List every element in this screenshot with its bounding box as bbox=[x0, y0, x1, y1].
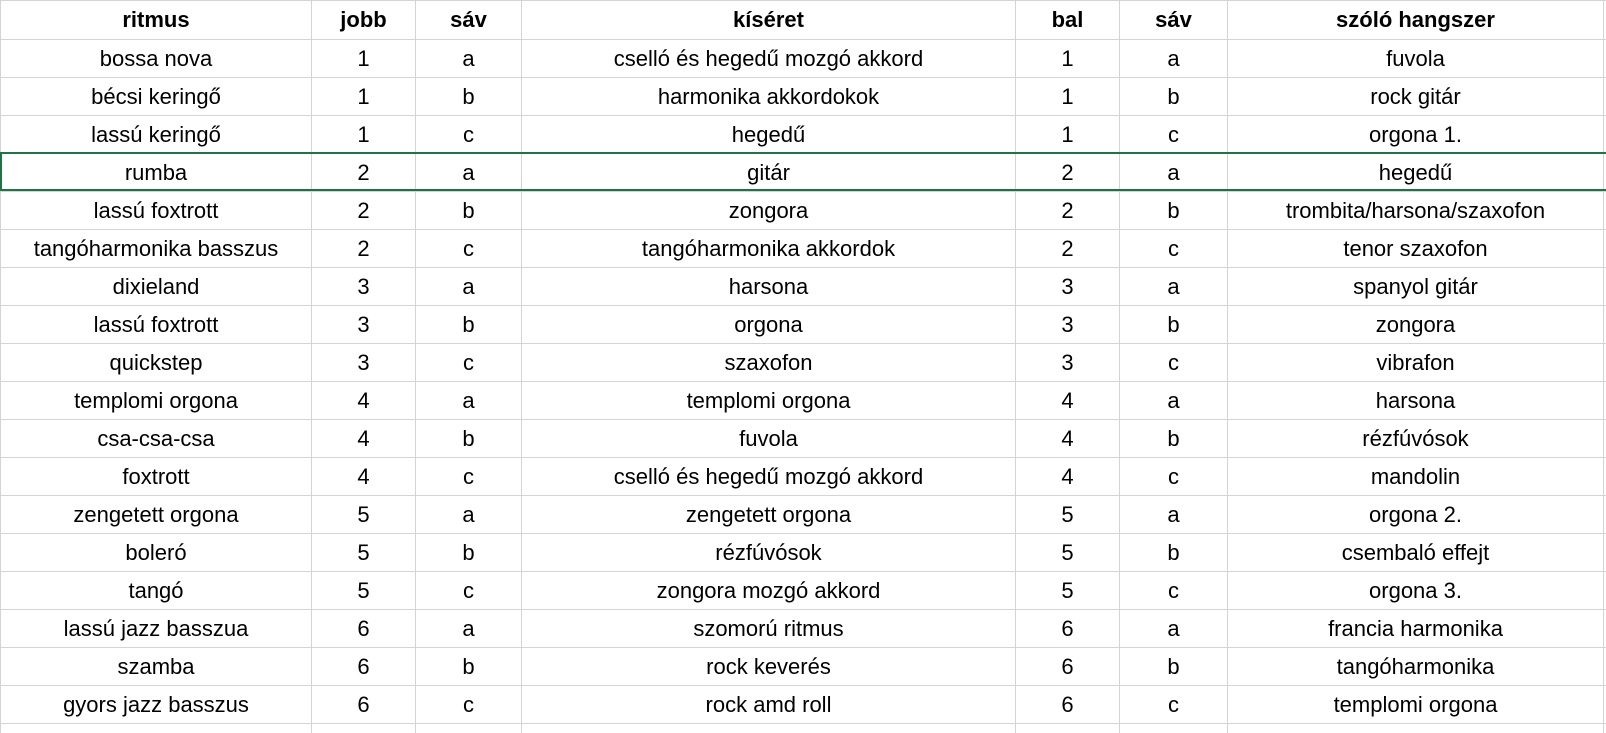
table-row bbox=[1, 40, 1606, 78]
cell-ritmus[interactable]: gyors jazz basszus bbox=[1, 686, 312, 724]
cell-ritmus[interactable]: lassú foxtrott bbox=[1, 306, 312, 344]
cell-sav-left[interactable]: b bbox=[1120, 648, 1228, 686]
cell-bal[interactable]: 1 bbox=[1016, 40, 1120, 78]
cell-bal[interactable]: 3 bbox=[1016, 268, 1120, 306]
cell-kiseret[interactable]: zongora bbox=[522, 192, 1016, 230]
cell-kiseret[interactable]: cselló és hegedű mozgó akkord bbox=[522, 40, 1016, 78]
header-cell-sav-left[interactable]: sáv bbox=[1120, 1, 1228, 40]
cell-ritmus[interactable]: dixieland bbox=[1, 268, 312, 306]
cell-sav-left[interactable]: b bbox=[1120, 306, 1228, 344]
cell-kiseret[interactable]: tangóharmonika akkordok bbox=[522, 230, 1016, 268]
cell-ritmus[interactable]: lassú foxtrott bbox=[1, 192, 312, 230]
cell-bal[interactable]: 3 bbox=[1016, 344, 1120, 382]
cell-ritmus[interactable]: foxtrott bbox=[1, 458, 312, 496]
empty-cell[interactable] bbox=[1, 724, 312, 733]
cell-jobb[interactable]: 5 bbox=[312, 496, 416, 534]
cell-jobb[interactable]: 3 bbox=[312, 268, 416, 306]
cell-sav-right[interactable]: b bbox=[416, 306, 522, 344]
header-cell-jobb[interactable]: jobb bbox=[312, 1, 416, 40]
header-cell-kiseret[interactable]: kíséret bbox=[522, 1, 1016, 40]
cell-sav-left[interactable]: a bbox=[1120, 610, 1228, 648]
cell-szolo-hangszer[interactable]: fuvola bbox=[1228, 40, 1604, 78]
cell-ritmus[interactable]: boleró bbox=[1, 534, 312, 572]
cell-sav-right[interactable]: b bbox=[416, 192, 522, 230]
cell-kiseret[interactable]: zongora mozgó akkord bbox=[522, 572, 1016, 610]
cell-szolo-hangszer[interactable]: zongora bbox=[1228, 306, 1604, 344]
cell-sav-left[interactable]: c bbox=[1120, 116, 1228, 154]
cell-sav-right[interactable]: b bbox=[416, 648, 522, 686]
cell-sav-right[interactable]: c bbox=[416, 344, 522, 382]
cell-kiseret[interactable]: fuvola bbox=[522, 420, 1016, 458]
cell-sav-right[interactable]: c bbox=[416, 116, 522, 154]
table-row bbox=[1, 78, 1606, 116]
cell-bal[interactable]: 4 bbox=[1016, 382, 1120, 420]
cell-szolo-hangszer[interactable]: hegedű bbox=[1228, 154, 1604, 192]
cell-jobb[interactable]: 1 bbox=[312, 78, 416, 116]
cell-kiseret[interactable]: harsona bbox=[522, 268, 1016, 306]
cell-sav-right[interactable]: c bbox=[416, 572, 522, 610]
table-row bbox=[1, 496, 1606, 534]
cell-sav-left[interactable]: b bbox=[1120, 192, 1228, 230]
cell-ritmus[interactable]: tangóharmonika basszus bbox=[1, 230, 312, 268]
cell-sav-left[interactable]: a bbox=[1120, 382, 1228, 420]
cell-bal[interactable]: 2 bbox=[1016, 192, 1120, 230]
empty-cell[interactable] bbox=[416, 724, 522, 733]
cell-kiseret[interactable]: harmonika akkordokok bbox=[522, 78, 1016, 116]
table-row bbox=[1, 268, 1606, 306]
cell-szolo-hangszer[interactable]: mandolin bbox=[1228, 458, 1604, 496]
cell-sav-left[interactable]: b bbox=[1120, 78, 1228, 116]
cell-sav-left[interactable]: c bbox=[1120, 572, 1228, 610]
cell-bal[interactable]: 1 bbox=[1016, 78, 1120, 116]
cell-sav-left[interactable]: c bbox=[1120, 230, 1228, 268]
cell-sav-left[interactable]: c bbox=[1120, 686, 1228, 724]
cell-sav-left[interactable]: a bbox=[1120, 268, 1228, 306]
cell-jobb[interactable]: 2 bbox=[312, 230, 416, 268]
cell-szolo-hangszer[interactable]: vibrafon bbox=[1228, 344, 1604, 382]
cell-jobb[interactable]: 4 bbox=[312, 458, 416, 496]
cell-jobb[interactable]: 4 bbox=[312, 420, 416, 458]
cell-ritmus[interactable]: tangó bbox=[1, 572, 312, 610]
cell-ritmus[interactable]: lassú keringő bbox=[1, 116, 312, 154]
cell-sav-left[interactable]: b bbox=[1120, 534, 1228, 572]
cell-szolo-hangszer[interactable]: templomi orgona bbox=[1228, 686, 1604, 724]
cell-ritmus[interactable]: templomi orgona bbox=[1, 382, 312, 420]
cell-sav-right[interactable]: c bbox=[416, 458, 522, 496]
table-row bbox=[1, 306, 1606, 344]
cell-jobb[interactable]: 5 bbox=[312, 534, 416, 572]
cell-bal[interactable]: 4 bbox=[1016, 458, 1120, 496]
cell-bal[interactable]: 1 bbox=[1016, 116, 1120, 154]
cell-jobb[interactable]: 3 bbox=[312, 306, 416, 344]
cell-szolo-hangszer[interactable]: tangóharmonika bbox=[1228, 648, 1604, 686]
table-row bbox=[1, 344, 1606, 382]
cell-sav-left[interactable]: a bbox=[1120, 40, 1228, 78]
cell-szolo-hangszer[interactable]: francia harmonika bbox=[1228, 610, 1604, 648]
cell-sav-left[interactable]: a bbox=[1120, 496, 1228, 534]
empty-cell[interactable] bbox=[1228, 724, 1604, 733]
cell-szolo-hangszer[interactable]: harsona bbox=[1228, 382, 1604, 420]
table-row bbox=[1, 686, 1606, 724]
empty-cell[interactable] bbox=[1016, 724, 1120, 733]
cell-sav-left[interactable]: c bbox=[1120, 458, 1228, 496]
cell-sav-left[interactable]: a bbox=[1120, 154, 1228, 192]
header-cell-szolo-hangszer[interactable]: szóló hangszer bbox=[1228, 1, 1604, 40]
cell-jobb[interactable]: 5 bbox=[312, 572, 416, 610]
cell-jobb[interactable]: 1 bbox=[312, 116, 416, 154]
cell-sav-right[interactable]: b bbox=[416, 78, 522, 116]
table-row bbox=[1, 610, 1606, 648]
cell-bal[interactable]: 5 bbox=[1016, 572, 1120, 610]
cell-bal[interactable]: 6 bbox=[1016, 648, 1120, 686]
cell-bal[interactable]: 6 bbox=[1016, 610, 1120, 648]
cell-bal[interactable]: 5 bbox=[1016, 496, 1120, 534]
cell-sav-left[interactable]: c bbox=[1120, 344, 1228, 382]
cell-jobb[interactable]: 2 bbox=[312, 192, 416, 230]
cell-ritmus[interactable]: bécsi keringő bbox=[1, 78, 312, 116]
table-row bbox=[1, 458, 1606, 496]
cell-kiseret[interactable]: cselló és hegedű mozgó akkord bbox=[522, 458, 1016, 496]
table-row bbox=[1, 382, 1606, 420]
cell-kiseret[interactable]: orgona bbox=[522, 306, 1016, 344]
cell-szolo-hangszer[interactable]: rock gitár bbox=[1228, 78, 1604, 116]
cell-szolo-hangszer[interactable]: orgona 3. bbox=[1228, 572, 1604, 610]
cell-szolo-hangszer[interactable]: orgona 2. bbox=[1228, 496, 1604, 534]
cell-sav-right[interactable]: c bbox=[416, 230, 522, 268]
header-row bbox=[1, 1, 1606, 40]
empty-cell[interactable] bbox=[1120, 724, 1228, 733]
cell-sav-right[interactable]: a bbox=[416, 496, 522, 534]
cell-kiseret[interactable]: templomi orgona bbox=[522, 382, 1016, 420]
cell-sav-right[interactable]: b bbox=[416, 420, 522, 458]
cell-jobb[interactable]: 3 bbox=[312, 344, 416, 382]
cell-ritmus[interactable]: szamba bbox=[1, 648, 312, 686]
cell-ritmus[interactable]: csa-csa-csa bbox=[1, 420, 312, 458]
cell-jobb[interactable]: 6 bbox=[312, 610, 416, 648]
cell-bal[interactable]: 2 bbox=[1016, 230, 1120, 268]
cell-ritmus[interactable]: lassú jazz basszua bbox=[1, 610, 312, 648]
cell-ritmus[interactable]: zengetett orgona bbox=[1, 496, 312, 534]
cell-jobb[interactable]: 6 bbox=[312, 648, 416, 686]
cell-kiseret[interactable]: gitár bbox=[522, 154, 1016, 192]
cell-ritmus[interactable]: quickstep bbox=[1, 344, 312, 382]
cell-bal[interactable]: 4 bbox=[1016, 420, 1120, 458]
cell-sav-right[interactable]: a bbox=[416, 40, 522, 78]
cell-kiseret[interactable]: szaxofon bbox=[522, 344, 1016, 382]
cell-bal[interactable]: 2 bbox=[1016, 154, 1120, 192]
cell-bal[interactable]: 5 bbox=[1016, 534, 1120, 572]
table-row bbox=[1, 154, 1606, 192]
cell-sav-right[interactable]: a bbox=[416, 154, 522, 192]
cell-kiseret[interactable]: zengetett orgona bbox=[522, 496, 1016, 534]
cell-ritmus[interactable]: rumba bbox=[1, 154, 312, 192]
header-cell-sav-right[interactable]: sáv bbox=[416, 1, 522, 40]
empty-cell[interactable] bbox=[522, 724, 1016, 733]
cell-sav-right[interactable]: a bbox=[416, 268, 522, 306]
cell-szolo-hangszer[interactable]: orgona 1. bbox=[1228, 116, 1604, 154]
cell-szolo-hangszer[interactable]: trombita/harsona/szaxofon bbox=[1228, 192, 1604, 230]
cell-kiseret[interactable]: rock keverés bbox=[522, 648, 1016, 686]
table-row-partial bbox=[1, 724, 1606, 733]
header-cell-bal[interactable]: bal bbox=[1016, 1, 1120, 40]
cell-jobb[interactable]: 4 bbox=[312, 382, 416, 420]
cell-szolo-hangszer[interactable]: rézfúvósok bbox=[1228, 420, 1604, 458]
cell-kiseret[interactable]: szomorú ritmus bbox=[522, 610, 1016, 648]
cell-ritmus[interactable]: bossa nova bbox=[1, 40, 312, 78]
cell-sav-right[interactable]: b bbox=[416, 534, 522, 572]
table-row bbox=[1, 230, 1606, 268]
cell-szolo-hangszer[interactable]: csembaló effejt bbox=[1228, 534, 1604, 572]
cell-sav-right[interactable]: a bbox=[416, 610, 522, 648]
cell-kiseret[interactable]: hegedű bbox=[522, 116, 1016, 154]
cell-sav-right[interactable]: a bbox=[416, 382, 522, 420]
table-row bbox=[1, 420, 1606, 458]
cell-bal[interactable]: 6 bbox=[1016, 686, 1120, 724]
cell-szolo-hangszer[interactable]: tenor szaxofon bbox=[1228, 230, 1604, 268]
table-row bbox=[1, 116, 1606, 154]
cell-szolo-hangszer[interactable]: spanyol gitár bbox=[1228, 268, 1604, 306]
cell-sav-left[interactable]: b bbox=[1120, 420, 1228, 458]
cell-jobb[interactable]: 2 bbox=[312, 154, 416, 192]
cell-jobb[interactable]: 1 bbox=[312, 40, 416, 78]
cell-kiseret[interactable]: rock amd roll bbox=[522, 686, 1016, 724]
table-row bbox=[1, 534, 1606, 572]
cell-bal[interactable]: 3 bbox=[1016, 306, 1120, 344]
cell-jobb[interactable]: 6 bbox=[312, 686, 416, 724]
table-row bbox=[1, 648, 1606, 686]
table-row bbox=[1, 572, 1606, 610]
header-cell-ritmus[interactable]: ritmus bbox=[1, 1, 312, 40]
table-row bbox=[1, 192, 1606, 230]
empty-cell[interactable] bbox=[312, 724, 416, 733]
cell-kiseret[interactable]: rézfúvósok bbox=[522, 534, 1016, 572]
cell-sav-right[interactable]: c bbox=[416, 686, 522, 724]
